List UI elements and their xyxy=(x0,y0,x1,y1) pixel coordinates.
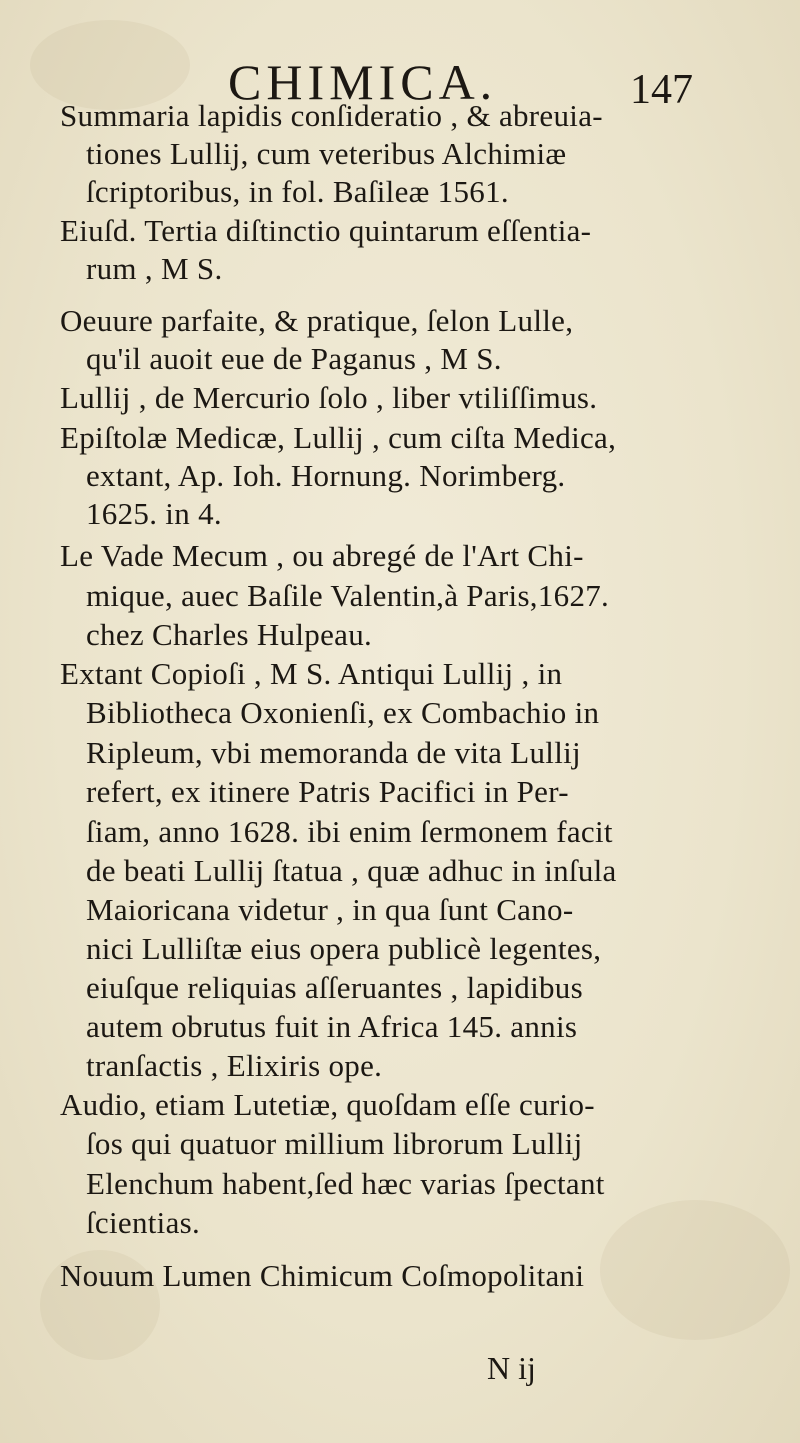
text-line: Le Vade Mecum , ou abregé de l'Art Chi- xyxy=(60,538,584,573)
text-line: qu'il auoit eue de Paganus , M S. xyxy=(86,341,502,376)
text-line: ſos qui quatuor millium librorum Lullij xyxy=(86,1126,583,1161)
text-line: tiones Lullij, cum veteribus Alchimiæ xyxy=(86,136,567,171)
text-line: Maioricana videtur , in qua ſunt Cano- xyxy=(86,892,574,927)
paper-stain xyxy=(600,1200,790,1340)
text-line: Elenchum habent,ſed hæc varias ſpectant xyxy=(86,1166,605,1201)
text-line: refert, ex itinere Patris Pacifici in Per- xyxy=(86,774,569,809)
text-line: ſcientias. xyxy=(86,1205,201,1240)
text-line: ſiam, anno 1628. ibi enim ſermonem facit xyxy=(86,814,613,849)
text-line: tranſactis , Elixiris ope. xyxy=(86,1048,383,1083)
text-line: Eiuſd. Tertia diſtinctio quintarum eſſentia- xyxy=(60,213,592,248)
text-line: Epiſtolæ Medicæ, Lullij , cum ciſta Medica, xyxy=(60,420,617,455)
signature-mark: N ij xyxy=(487,1350,536,1386)
page-number: 147 xyxy=(630,67,693,113)
text-line: Nouum Lumen Chimicum Coſmopolitani xyxy=(60,1258,585,1293)
text-line: nici Lulliſtæ eius opera publicè legentes, xyxy=(86,931,602,966)
text-line: Summaria lapidis conſideratio , & abreuia- xyxy=(60,98,603,133)
text-line: ſcriptoribus, in fol. Baſileæ 1561. xyxy=(86,174,509,209)
text-line: 1625. in 4. xyxy=(86,496,222,531)
text-line: mique, auec Baſile Valentin,à Paris,1627. xyxy=(86,578,610,613)
text-line: chez Charles Hulpeau. xyxy=(86,617,373,652)
text-line: extant, Ap. Ioh. Hornung. Norimberg. xyxy=(86,458,566,493)
text-line: Bibliotheca Oxonienſi, ex Combachio in xyxy=(86,695,600,730)
text-line: rum , M S. xyxy=(86,251,223,286)
text-line: eiuſque reliquias aſſeruantes , lapidibus xyxy=(86,970,583,1005)
running-title: CHIMICA. xyxy=(228,54,498,110)
text-line: Lullij , de Mercurio ſolo , liber vtiliſſimus. xyxy=(60,380,598,415)
text-line: Extant Copioſi , M S. Antiqui Lullij , in xyxy=(60,656,563,691)
text-line: Audio, etiam Lutetiæ, quoſdam eſſe curio- xyxy=(60,1087,595,1122)
text-line: Oeuure parfaite, & pratique, ſelon Lulle, xyxy=(60,303,574,338)
text-line: Ripleum, vbi memoranda de vita Lullij xyxy=(86,735,581,770)
text-line: de beati Lullij ſtatua , quæ adhuc in inſula xyxy=(86,853,617,888)
text-line: autem obrutus fuit in Africa 145. annis xyxy=(86,1009,578,1044)
